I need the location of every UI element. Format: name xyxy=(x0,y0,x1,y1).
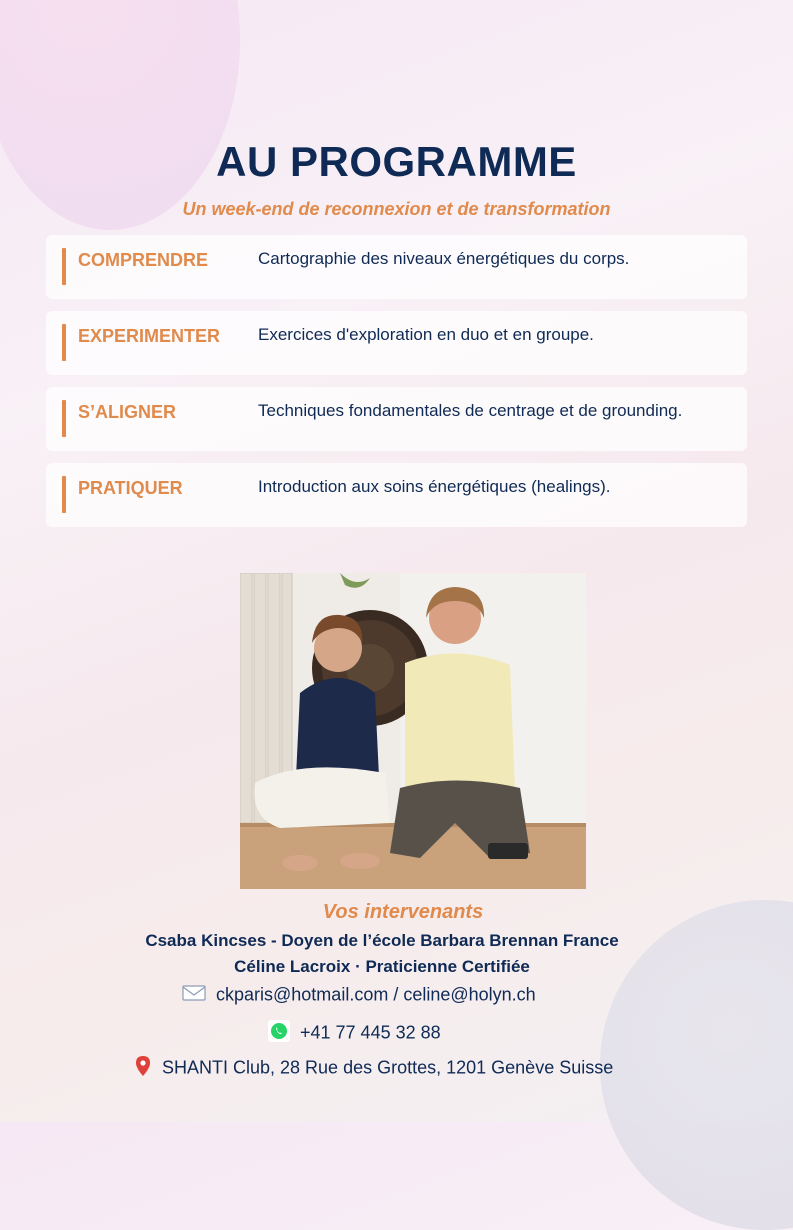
page-subtitle: Un week-end de reconnexion et de transformation xyxy=(182,199,611,219)
contact-address xyxy=(134,1055,613,1082)
program-card-experimenter xyxy=(46,311,747,375)
page-title: AU PROGRAMME xyxy=(216,138,577,185)
program-card-saligner xyxy=(46,387,747,451)
accent-bar xyxy=(62,248,66,285)
accent-bar xyxy=(62,476,66,513)
address-text: SHANTI Club, 28 Rue des Grottes, 1201 Genève Suisse xyxy=(162,1057,614,1078)
speaker-2: Céline Lacroix · Praticienne Certifiée xyxy=(234,957,530,976)
speaker-1: Csaba Kincses - Doyen de l’école Barbara Brennan France xyxy=(145,931,619,950)
map-pin-icon xyxy=(134,1055,152,1082)
speakers-photo xyxy=(240,573,586,889)
contact-phone xyxy=(268,1020,441,1047)
program-description: Techniques fondamentales de centrage et de grounding. xyxy=(258,401,683,420)
envelope-icon xyxy=(182,984,206,1007)
whatsapp-icon xyxy=(268,1020,290,1047)
phone-text[interactable]: +41 77 445 32 88 xyxy=(300,1022,441,1043)
program-label: COMPRENDRE xyxy=(78,250,209,270)
program-description: Exercices d'exploration en duo et en groupe. xyxy=(258,325,594,344)
program-label: EXPERIMENTER xyxy=(78,326,221,346)
program-card-pratiquer xyxy=(46,463,747,527)
email-text[interactable]: ckparis@hotmail.com / celine@holyn.ch xyxy=(216,984,536,1005)
contact-email xyxy=(182,984,536,1007)
program-card-comprendre xyxy=(46,235,747,299)
decorative-circle-top xyxy=(0,0,240,230)
program-label: S’ALIGNER xyxy=(78,402,177,422)
program-description: Introduction aux soins énergétiques (healings). xyxy=(258,477,611,496)
program-label: PRATIQUER xyxy=(78,478,183,498)
program-description: Cartographie des niveaux énergétiques du corps. xyxy=(258,249,630,268)
speakers-caption: Vos intervenants xyxy=(322,901,484,923)
accent-bar xyxy=(62,400,66,437)
accent-bar xyxy=(62,324,66,361)
